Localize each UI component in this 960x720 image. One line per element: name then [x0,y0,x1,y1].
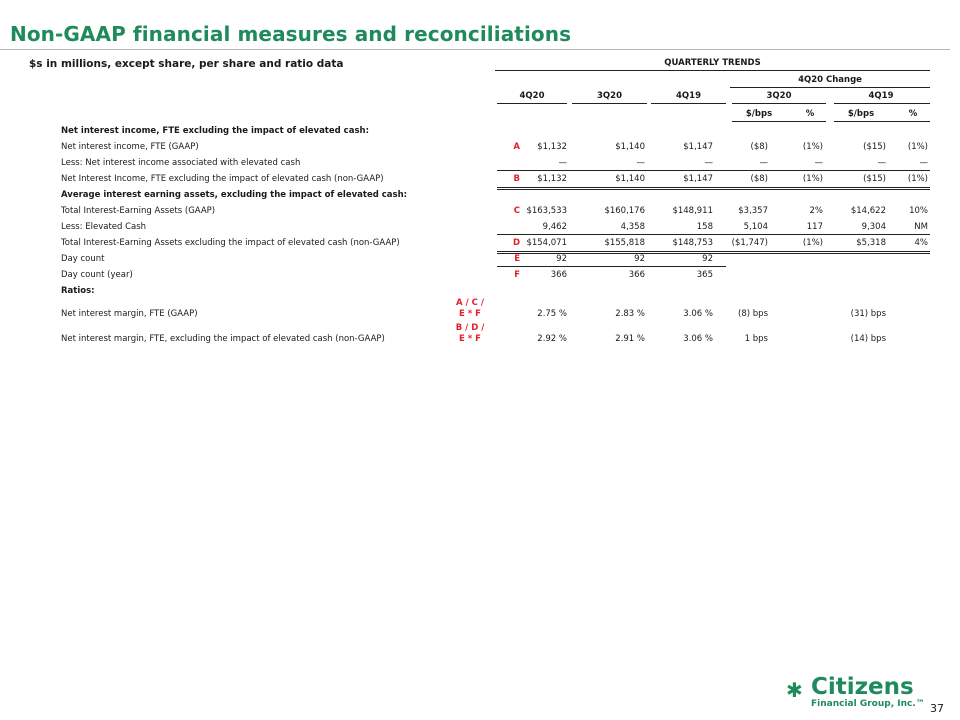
cell-4q19: $148,911 [672,206,713,216]
units-note: $s in millions, except share, per share and ratio data [29,58,344,70]
cell-pct-4q19: NM [914,222,928,232]
cell-change-3q20: ($8) [750,174,768,184]
subcol-rule [732,121,826,122]
change-header: 4Q20 Change [798,75,862,85]
row-ref: C [513,206,520,216]
cell-change-4q19: $14,622 [850,206,886,216]
cell-4q20: 92 [556,254,567,264]
col-header-change-4q19: 4Q19 [868,91,894,101]
row-ref: A [513,142,520,152]
cell-change-3q20: 5,104 [743,222,768,232]
row-label: Less: Elevated Cash [61,222,147,232]
row-label: Total Interest-Earning Assets excluding the impact of elevated cash (non-GAAP) [61,238,400,248]
cell-change-4q19: ($15) [863,142,886,152]
cell-3q20: $155,818 [604,238,645,248]
cell-change-3q20: (8) bps [738,309,768,319]
cell-4q19: 3.06 % [683,334,713,344]
subcol-header-pct-1: % [805,109,815,119]
cell-change-4q19: — [877,158,886,168]
title-divider [0,49,950,50]
table-row [0,142,960,156]
page-number: 37 [930,702,944,715]
col-header-3q20: 3Q20 [597,91,622,101]
formula-line-2: E * F [459,309,481,319]
cell-pct-3q20: (1%) [802,174,823,184]
cell-pct-3q20: 117 [806,222,823,232]
col-rule [834,103,930,104]
cell-4q20: $154,071 [526,238,567,248]
cell-change-3q20: — [759,158,768,168]
total-rule [497,187,930,188]
cell-4q20: 2.92 % [537,334,567,344]
citizens-logo-icon: ✱ [786,678,803,702]
cell-4q19: 365 [696,270,713,280]
cell-3q20: 366 [628,270,645,280]
cell-3q20: 92 [634,254,645,264]
cell-4q19: $148,753 [672,238,713,248]
table-row [0,206,960,220]
table-row [0,174,960,188]
cell-pct-4q19: 4% [914,238,928,248]
cell-4q19: $1,147 [683,142,713,152]
cell-change-4q19: ($15) [863,174,886,184]
subcol-header-pct-2: % [908,109,918,119]
cell-change-4q19: $5,318 [856,238,886,248]
row-label: Total Interest-Earning Assets (GAAP) [61,206,216,216]
cell-3q20: — [636,158,645,168]
formula-line-1: B / D / [455,323,485,333]
cell-pct-3q20: (1%) [802,238,823,248]
cell-pct-3q20: — [814,158,823,168]
cell-3q20: $1,140 [615,142,645,152]
row-label: Day count (year) [61,270,133,280]
row-label: Average interest earning assets, excluding the impact of elevated cash: [61,190,408,200]
total-rule [497,251,930,252]
quarterly-trends-header: QUARTERLY TRENDS [664,58,761,68]
cell-4q20: $1,132 [537,174,567,184]
subtotal-rule [497,170,930,171]
subcol-rule [834,121,930,122]
section-row-nii [0,126,960,140]
row-label: Ratios: [61,286,95,296]
cell-4q20: — [558,158,567,168]
logo-subtitle: Financial Group, Inc.™ [811,699,925,709]
col-rule [651,103,726,104]
cell-pct-3q20: 2% [809,206,823,216]
row-ref: E [514,254,520,264]
cell-change-4q19: (14) bps [850,334,886,344]
citizens-logo [786,676,926,710]
cell-pct-4q19: — [919,158,928,168]
table-row [0,254,960,268]
table-row [0,309,960,323]
formula-line-2: E * F [459,334,481,344]
cell-pct-3q20: (1%) [802,142,823,152]
row-ref: F [514,270,520,280]
row-ref: B [513,174,520,184]
cell-4q19: 92 [702,254,713,264]
logo-name: Citizens [811,674,914,700]
subtotal-rule [497,234,930,235]
cell-change-3q20: ($1,747) [731,238,768,248]
page-title: Non-GAAP financial measures and reconciliations [10,22,572,46]
col-rule [732,103,826,104]
col-header-change-3q20: 3Q20 [766,91,792,101]
cell-3q20: 2.91 % [615,334,645,344]
row-label: Net interest income, FTE (GAAP) [61,142,199,152]
header-divider [495,70,930,71]
cell-4q19: $1,147 [683,174,713,184]
cell-3q20: $160,176 [604,206,645,216]
formula-line-1: A / C / [456,298,484,308]
cell-pct-4q19: 10% [909,206,928,216]
cell-4q20: 9,462 [542,222,567,232]
col-rule [572,103,647,104]
cell-4q19: — [704,158,713,168]
change-divider [730,87,930,88]
table-row [0,334,960,348]
cell-pct-4q19: (1%) [907,142,928,152]
cell-3q20: $1,140 [615,174,645,184]
section-row-assets [0,190,960,204]
table-row [0,270,960,284]
cell-4q19: 3.06 % [683,309,713,319]
cell-change-4q19: 9,304 [861,222,886,232]
col-header-4q20: 4Q20 [519,91,545,101]
cell-change-4q19: (31) bps [850,309,886,319]
col-header-4q19: 4Q19 [676,91,701,101]
cell-4q20: 2.75 % [537,309,567,319]
cell-change-3q20: $3,357 [738,206,768,216]
cell-4q20: $163,533 [526,206,567,216]
cell-change-3q20: 1 bps [744,334,768,344]
col-rule [497,103,567,104]
cell-4q20: $1,132 [537,142,567,152]
cell-3q20: 4,358 [620,222,645,232]
row-label: Less: Net interest income associated with elevated cash [61,158,301,168]
subcol-header-change-1: $/bps [745,109,773,119]
row-label: Net interest margin, FTE, excluding the impact of elevated cash (non-GAAP) [61,334,385,344]
cell-change-3q20: ($8) [750,142,768,152]
row-label: Day count [61,254,105,264]
cell-4q19: 158 [696,222,713,232]
row-label: Net interest income, FTE excluding the impact of elevated cash: [61,126,369,136]
row-ref: D [512,238,520,248]
cell-4q20: 366 [550,270,567,280]
subtotal-rule [497,266,726,267]
row-label: Net Interest Income, FTE excluding the impact of elevated cash (non-GAAP) [61,174,384,184]
cell-3q20: 2.83 % [615,309,645,319]
cell-pct-4q19: (1%) [907,174,928,184]
subcol-header-change-2: $/bps [847,109,875,119]
row-label: Net interest margin, FTE (GAAP) [61,309,198,319]
table-row [0,238,960,252]
